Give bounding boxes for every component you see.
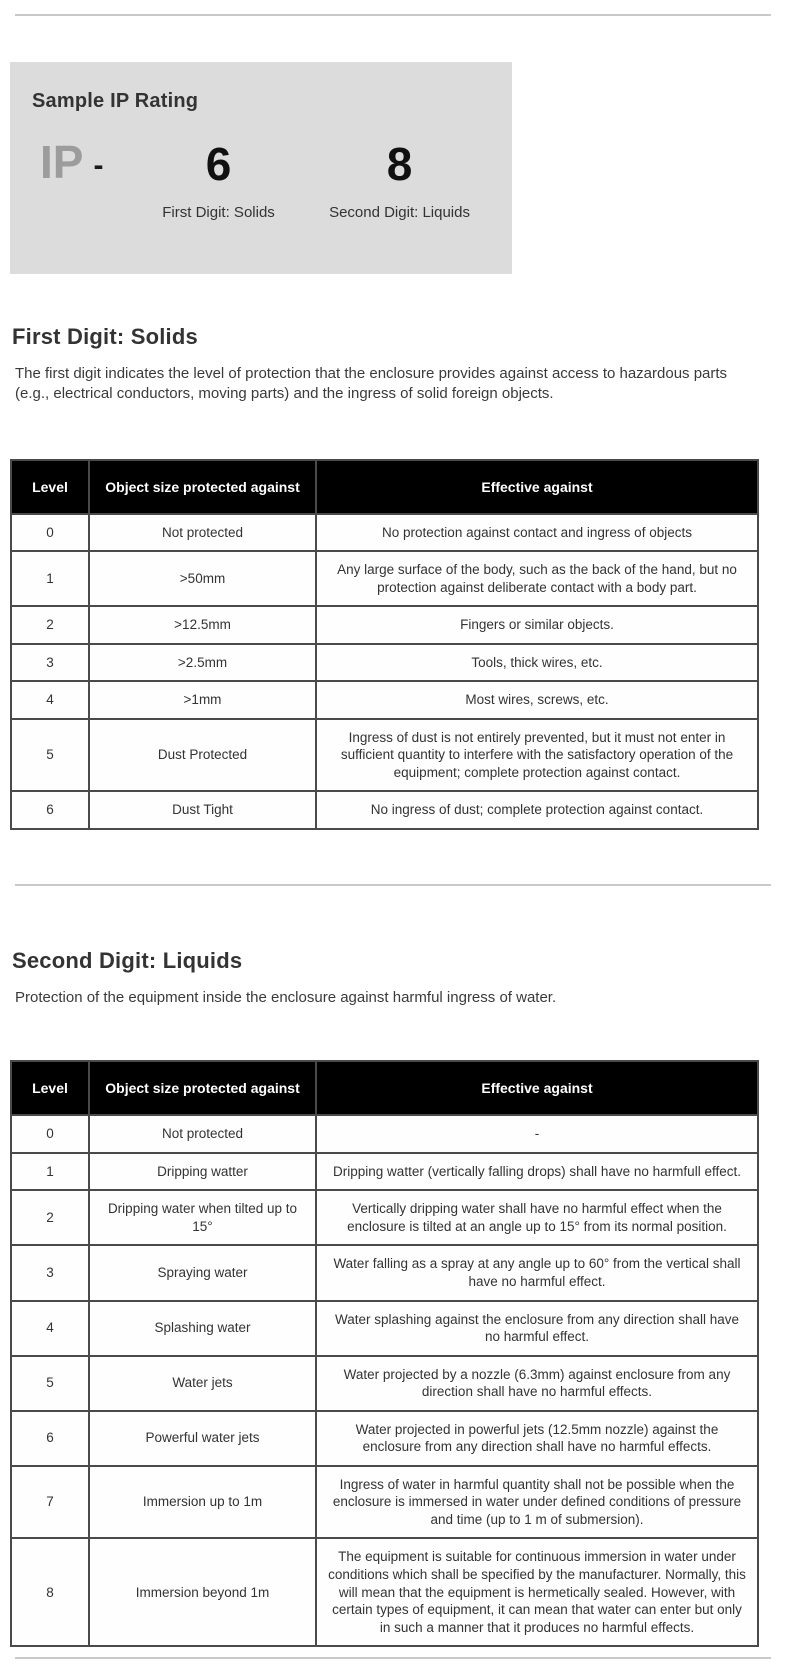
level-cell: 8	[11, 1538, 89, 1646]
level-cell: 6	[11, 791, 89, 829]
effective-against-cell: Ingress of dust is not entirely prevented, but it must not enter in sufficient quantity to interfere with the satisfactory operation of the equipment; complete protection against contact.	[316, 719, 758, 792]
column-header: Level	[11, 460, 89, 514]
top-divider	[15, 14, 771, 16]
level-cell: 1	[11, 1153, 89, 1191]
table-header-row	[11, 1061, 758, 1115]
level-cell: 5	[11, 1356, 89, 1411]
column-header: Effective against	[316, 460, 758, 514]
solids-table	[10, 459, 759, 830]
table-row	[11, 551, 758, 606]
liquids-section-heading: Second Digit: Liquids	[12, 947, 243, 973]
solids-section-heading: First Digit: Solids	[12, 324, 198, 349]
ip-prefix-group	[32, 136, 128, 188]
object-size-cell: Splashing water	[89, 1301, 316, 1356]
sample-ip-row	[32, 136, 490, 221]
object-size-cell: Powerful water jets	[89, 1411, 316, 1466]
effective-against-cell: -	[316, 1115, 758, 1153]
table-row	[11, 1153, 758, 1191]
table-row	[11, 1245, 758, 1300]
effective-against-cell: Ingress of water in harmful quantity shall not be possible when the enclosure is immersed in water under defined conditions of pressure and time (up to 1 m of submersion).	[316, 1466, 758, 1539]
table-row	[11, 1466, 758, 1539]
object-size-cell: Dripping watter	[89, 1153, 316, 1191]
level-cell: 2	[11, 1190, 89, 1245]
effective-against-cell: Fingers or similar objects.	[316, 606, 758, 644]
first-digit-value: 6	[205, 138, 232, 190]
table-row	[11, 1115, 758, 1153]
object-size-cell: Immersion beyond 1m	[89, 1538, 316, 1646]
first-digit-caption: First Digit: Solids	[162, 203, 275, 221]
level-cell: 3	[11, 1245, 89, 1300]
level-cell: 4	[11, 681, 89, 719]
table-row	[11, 606, 758, 644]
table-row	[11, 719, 758, 792]
level-cell: 3	[11, 644, 89, 682]
effective-against-cell: Water projected by a nozzle (6.3mm) against enclosure from any direction shall have no harmful effects.	[316, 1356, 758, 1411]
solids-section-description: The first digit indicates the level of protection that the enclosure provides against access to hazardous parts (e.g., electrical conductors, moving parts) and the ingress of solid foreign objects.	[15, 365, 728, 403]
column-header: Object size protected against	[89, 1061, 316, 1115]
table-row	[11, 791, 758, 829]
second-digit-caption: Second Digit: Liquids	[329, 203, 470, 221]
effective-against-cell: No ingress of dust; complete protection against contact.	[316, 791, 758, 829]
object-size-cell: Dust Tight	[89, 791, 316, 829]
object-size-cell: >50mm	[89, 551, 316, 606]
first-digit-column	[128, 139, 309, 221]
sample-ip-rating-box	[10, 62, 512, 274]
object-size-cell: Dripping water when tilted up to 15°	[89, 1190, 316, 1245]
table-row	[11, 514, 758, 552]
effective-against-cell: Most wires, screws, etc.	[316, 681, 758, 719]
effective-against-cell: Dripping watter (vertically falling drops) shall have no harmfull effect.	[316, 1153, 758, 1191]
ip-dash: -	[93, 149, 104, 182]
liquids-table	[10, 1060, 759, 1647]
object-size-cell: >1mm	[89, 681, 316, 719]
effective-against-cell: Any large surface of the body, such as the back of the hand, but no protection against deliberate contact with a body part.	[316, 551, 758, 606]
level-cell: 4	[11, 1301, 89, 1356]
sample-box-title: Sample IP Rating	[32, 90, 199, 112]
level-cell: 6	[11, 1411, 89, 1466]
effective-against-cell: Water splashing against the enclosure from any direction shall have no harmful effect.	[316, 1301, 758, 1356]
bottom-divider	[15, 1657, 771, 1659]
object-size-cell: Not protected	[89, 514, 316, 552]
effective-against-cell: Water projected in powerful jets (12.5mm nozzle) against the enclosure from any direction shall have no harmful effects.	[316, 1411, 758, 1466]
table-row	[11, 1301, 758, 1356]
table-header-row	[11, 460, 758, 514]
second-digit-column	[309, 139, 490, 221]
object-size-cell: >12.5mm	[89, 606, 316, 644]
object-size-cell: Spraying water	[89, 1245, 316, 1300]
liquids-section-description: Protection of the equipment inside the enclosure against harmful ingress of water.	[15, 988, 557, 1006]
section-divider	[15, 884, 771, 886]
table-row	[11, 644, 758, 682]
table-row	[11, 1538, 758, 1646]
object-size-cell: Dust Protected	[89, 719, 316, 792]
effective-against-cell: Tools, thick wires, etc.	[316, 644, 758, 682]
level-cell: 5	[11, 719, 89, 792]
level-cell: 7	[11, 1466, 89, 1539]
table-row	[11, 1411, 758, 1466]
effective-against-cell: No protection against contact and ingress of objects	[316, 514, 758, 552]
table-row	[11, 681, 758, 719]
second-digit-value: 8	[386, 138, 413, 190]
effective-against-cell: Vertically dripping water shall have no harmful effect when the enclosure is tilted at an angle up to 15° from its normal position.	[316, 1190, 758, 1245]
column-header: Level	[11, 1061, 89, 1115]
object-size-cell: Not protected	[89, 1115, 316, 1153]
object-size-cell: Immersion up to 1m	[89, 1466, 316, 1539]
object-size-cell: Water jets	[89, 1356, 316, 1411]
level-cell: 0	[11, 514, 89, 552]
ip-prefix-label: IP	[40, 136, 84, 188]
column-header: Effective against	[316, 1061, 758, 1115]
object-size-cell: >2.5mm	[89, 644, 316, 682]
effective-against-cell: Water falling as a spray at any angle up to 60° from the vertical shall have no harmful effect.	[316, 1245, 758, 1300]
effective-against-cell: The equipment is suitable for continuous immersion in water under conditions which shall be specified by the manufacturer. Normally, this will mean that the equipment is hermetically sealed. However, with certain types of equipment, it can mean that water can enter but only in such a manner that it produces no harmful effects.	[316, 1538, 758, 1646]
level-cell: 2	[11, 606, 89, 644]
column-header: Object size protected against	[89, 460, 316, 514]
level-cell: 0	[11, 1115, 89, 1153]
table-row	[11, 1356, 758, 1411]
table-row	[11, 1190, 758, 1245]
level-cell: 1	[11, 551, 89, 606]
